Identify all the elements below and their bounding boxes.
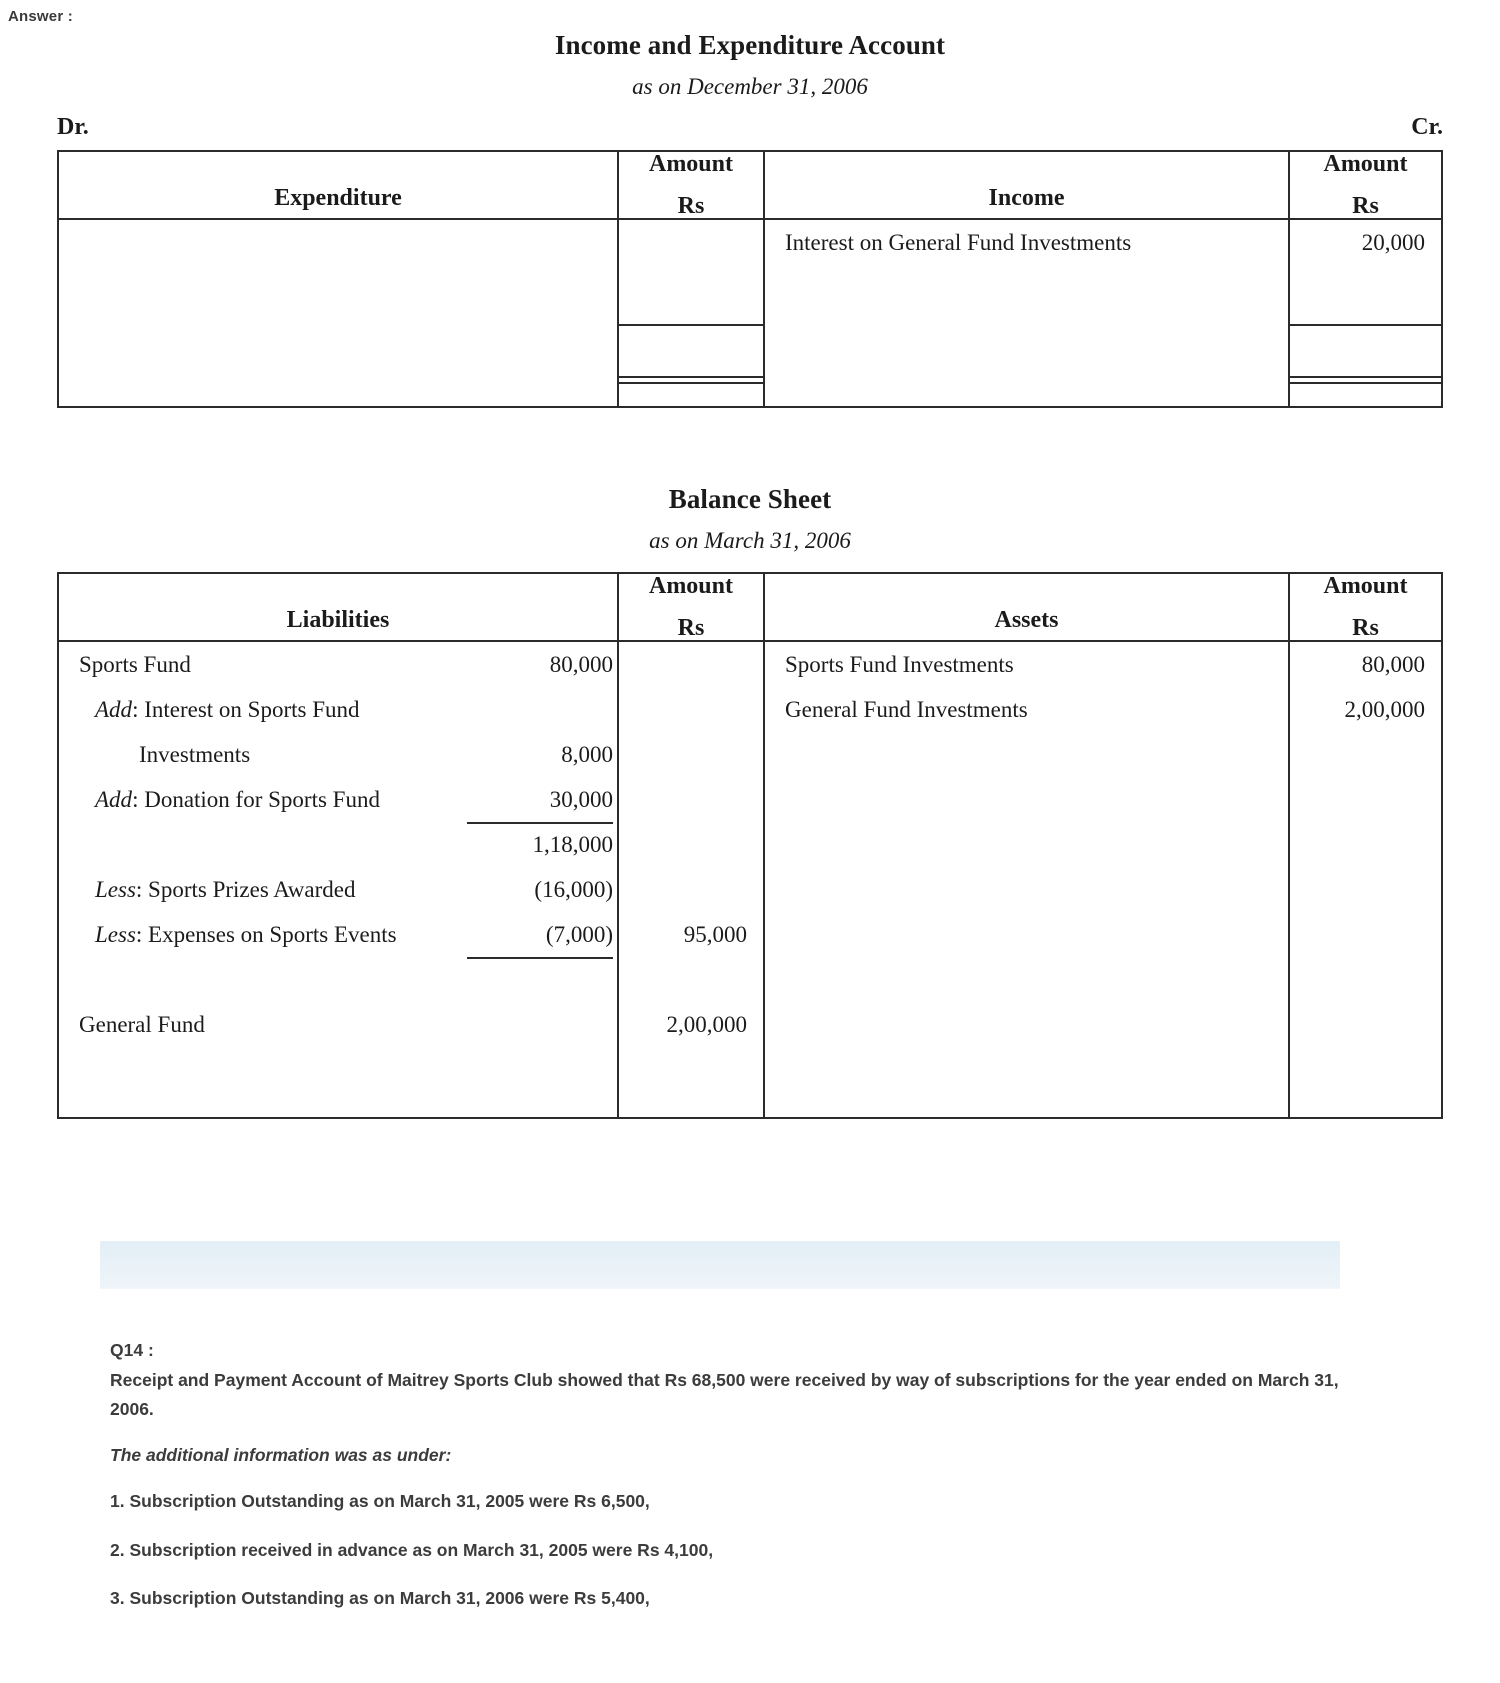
income-cell — [764, 219, 1289, 407]
header-amount-left-line2: Rs — [677, 615, 705, 641]
liability-subtotal — [59, 822, 617, 867]
table-body-row — [58, 219, 1442, 407]
question-item: 3. Subscription Outstanding as on March 31, 2006 were Rs 5,400, — [110, 1588, 650, 1609]
header-amount-left — [618, 151, 764, 219]
income-expenditure-table — [57, 150, 1443, 408]
sports-fund-label: Sports Fund — [79, 652, 191, 677]
balance-sheet-subtitle: as on March 31, 2006 — [649, 528, 851, 553]
less-expenses-label: Less: Expenses on Sports Events — [95, 922, 397, 947]
balance-sheet-table — [57, 572, 1443, 1119]
header-income: Income — [764, 151, 1289, 219]
income-row-amount: 20,000 — [1361, 230, 1425, 255]
spacer-row — [59, 957, 617, 1002]
asset-amount: 2,00,000 — [1344, 697, 1425, 722]
balance-sheet-section — [0, 484, 1500, 1119]
header-amount-right-line2: Rs — [1352, 193, 1379, 219]
table-body-row — [58, 641, 1442, 1118]
header-amount-right-line2: Rs — [1352, 615, 1379, 641]
income-amount-cell — [1289, 219, 1442, 407]
liability-less-expenses — [59, 912, 617, 957]
liabilities-cell — [58, 641, 618, 1118]
liability-add-interest-line2 — [59, 732, 617, 777]
header-liabilities: Liabilities — [58, 573, 618, 641]
question-id: Q14 : — [110, 1340, 154, 1360]
header-amount-left-line1: Amount — [648, 151, 733, 177]
dr-cr-row — [51, 114, 1449, 141]
income-row-label: Interest on General Fund Investments — [785, 230, 1132, 255]
liability-add-interest-line1 — [59, 687, 617, 732]
add-donation-value: 30,000 — [549, 787, 613, 812]
liability-sports-fund — [59, 642, 617, 687]
question-item: 2. Subscription received in advance as on March 31, 2005 were Rs 4,100, — [110, 1539, 714, 1560]
answer-label: Answer : — [8, 8, 73, 25]
expenditure-cell — [58, 219, 618, 407]
less-prizes-label: Less: Sports Prizes Awarded — [95, 877, 356, 902]
general-fund-label: General Fund — [79, 1012, 205, 1037]
asset-label: Sports Fund Investments — [785, 652, 1014, 677]
header-amount-right-line1: Amount — [1323, 151, 1408, 177]
add-interest-label-1: Add: Interest on Sports Fund — [95, 697, 360, 722]
less-prizes-value: (16,000) — [534, 877, 613, 902]
cr-label: Cr. — [1411, 114, 1443, 140]
expenditure-amount-cell — [618, 219, 764, 407]
header-amount-right-line1: Amount — [1323, 573, 1408, 599]
sports-fund-total: 95,000 — [683, 922, 747, 947]
liability-add-donation — [59, 777, 617, 822]
header-expenditure: Expenditure — [58, 151, 618, 219]
header-amount-left — [618, 573, 764, 641]
header-amount-left-line1: Amount — [648, 573, 733, 599]
add-interest-label-2: Investments — [139, 742, 251, 767]
table-header-row — [58, 151, 1442, 219]
additional-info-heading: The additional information was as under: — [110, 1445, 452, 1466]
section-banner — [100, 1241, 1340, 1289]
header-assets: Assets — [764, 573, 1289, 641]
table-header-row — [58, 573, 1442, 641]
question-body: Receipt and Payment Account of Maitrey Sports Club showed that Rs 68,500 were received by way of subscriptions for the year ended on March 31, 2006. — [110, 1370, 1339, 1419]
add-donation-label: Add: Donation for Sports Fund — [95, 787, 380, 812]
liability-less-prizes — [59, 867, 617, 912]
assets-amount-cell — [1289, 641, 1442, 1118]
income-expenditure-section — [0, 30, 1500, 408]
income-expenditure-subtitle: as on December 31, 2006 — [632, 74, 868, 99]
less-expenses-value: (7,000) — [545, 922, 613, 947]
assets-cell — [764, 641, 1289, 1118]
income-expenditure-title: Income and Expenditure Account — [554, 30, 946, 60]
header-amount-left-line2: Rs — [677, 193, 705, 219]
dr-label: Dr. — [57, 114, 89, 140]
asset-label: General Fund Investments — [785, 697, 1028, 722]
header-amount-right — [1289, 151, 1442, 219]
liabilities-amount-cell — [618, 641, 764, 1118]
sports-fund-value: 80,000 — [549, 652, 613, 677]
sports-fund-subtotal: 1,18,000 — [532, 832, 613, 857]
asset-amount: 80,000 — [1361, 652, 1425, 677]
header-amount-right — [1289, 573, 1442, 641]
add-interest-value: 8,000 — [561, 742, 613, 767]
balance-sheet-title: Balance Sheet — [668, 484, 832, 514]
question-block — [110, 1336, 1360, 1632]
liability-general-fund — [59, 1002, 617, 1047]
question-item: 1. Subscription Outstanding as on March 31, 2005 were Rs 6,500, — [110, 1491, 650, 1512]
general-fund-total: 2,00,000 — [666, 1012, 747, 1037]
